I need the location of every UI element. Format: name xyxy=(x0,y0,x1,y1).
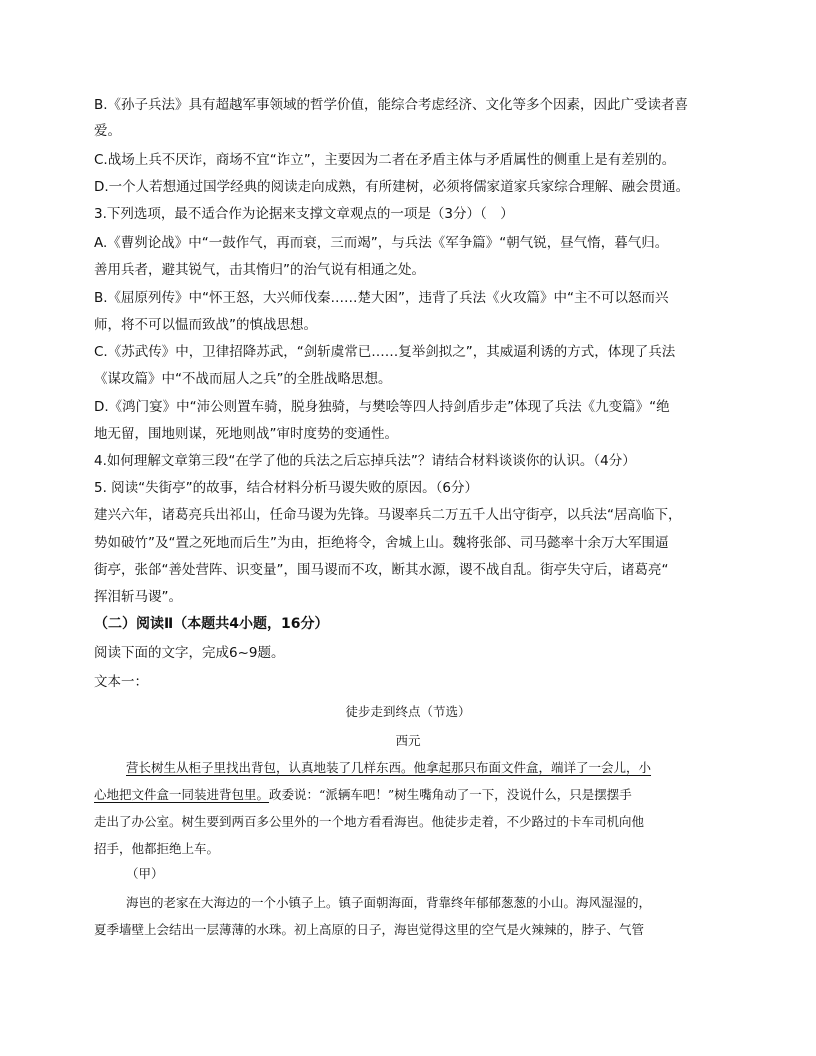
section-instruction: 阅读下面的文字，完成6~9题。 xyxy=(94,645,285,661)
story-line3: 街亭，张郃“善处营阵、识变量”，围马谡而不攻，断其水源，谡不战自乱。街亭失守后，诸葛亮“ xyxy=(94,562,669,578)
story-line1: 建兴六年，诸葛亮兵出祁山，任命马谡为先锋。马谡率兵二万五千人出守街亭，以兵法“居高临下， xyxy=(94,507,682,523)
article-title: 徒步走到终点（节选） xyxy=(345,704,471,719)
section-heading: （二）阅读Ⅱ（本题共4小题，16分） xyxy=(94,616,329,632)
q2-option-c: C.战场上兵不厌诈，商场不宜“诈立”，主要因为二者在矛盾主体与矛盾属性的侧重上是有差别的。 xyxy=(94,152,676,168)
article-p1-line3: 走出了办公室。树生要到两百多公里外的一个地方看看海岜。他徒步走着，不少路过的卡车司机向他 xyxy=(94,814,645,829)
article-p2-line2: 夏季墙壁上会结出一层薄薄的水珠。初上高原的日子，海岜觉得这里的空气是火辣辣的，脖子、气管 xyxy=(94,922,645,937)
article-p1-line2-rest: 政委说：“派辆车吧！”树生嘴角动了一下，没说什么，只是摆摆手 xyxy=(269,787,632,802)
article-p1-line1: 营长树生从柜子里找出背包，认真地装了几样东西。他拿起那只布面文件盒，端详了一会儿，小 xyxy=(126,760,652,775)
q5: 5. 阅读“失街亭”的故事，结合材料分析马谡失败的原因。（6分） xyxy=(94,480,478,496)
story-line2: 势如破竹”及“置之死地而后生”为由，拒绝将令，舍城上山。魏将张郃、司马懿率十余万大军围逼 xyxy=(94,535,669,551)
q3-option-a-line1: A.《曹刿论战》中“一鼓作气，再而衰，三而竭”，与兵法《军争篇》“朝气锐，昼气惰，暮气归。 xyxy=(94,235,669,251)
q3-stem: 3.下列选项，最不适合作为论据来支撑文章观点的一项是（3分）（ ） xyxy=(94,206,514,222)
q3-option-c-line1: C.《苏武传》中，卫律招降苏武，“剑斩虞常已……复举剑拟之”，其威逼利诱的方式，体现了兵法 xyxy=(94,344,676,360)
q3-option-c-line2: 《谋攻篇》中“不战而屈人之兵”的全胜战略思想。 xyxy=(94,371,392,387)
article-p1-line2 xyxy=(94,785,632,805)
text-label: 文本一： xyxy=(94,674,148,690)
q3-option-d-line1: D.《鸿门宴》中“沛公则置车骑，脱身独骑，与樊哙等四人持剑盾步走”体现了兵法《九变篇》“绝 xyxy=(94,399,670,415)
q3-option-a-line2: 善用兵者，避其锐气，击其惰归”的治气说有相通之处。 xyxy=(94,262,425,278)
article-author: 西元 xyxy=(395,733,421,748)
article-p1-line4: 招手，他都拒绝上车。 xyxy=(94,841,220,856)
article-p2-line1: 海岜的老家在大海边的一个小镇子上。镇子面朝海面，背靠终年郁郁葱葱的小山。海风湿湿的， xyxy=(126,895,652,910)
q4: 4.如何理解文章第三段“在学了他的兵法之后忘掉兵法”？请结合材料谈谈你的认识。（4分） xyxy=(94,453,636,469)
q2-option-d: D.一个人若想通过国学经典的阅读走向成熟，有所建树，必须将儒家道家兵家综合理解、融会贯通。 xyxy=(94,179,690,195)
section-marker: （甲） xyxy=(126,866,164,881)
q2-option-b-line2: 爱。 xyxy=(94,123,121,139)
q2-option-b-line1: B.《孙子兵法》具有超越军事领域的哲学价值，能综合考虑经济、文化等多个因素，因此广受读者喜 xyxy=(94,97,689,113)
q3-option-b-line2: 师，将不可以愠而致战”的慎战思想。 xyxy=(94,317,317,333)
q3-option-b-line1: B.《屈原列传》中“怀王怒，大兴师伐秦……楚大困”，违背了兵法《火攻篇》中“主不可以怒而兴 xyxy=(94,290,669,306)
article-p1-line2-underlined: 心地把文件盒一同装进背包里。 xyxy=(94,787,270,802)
q3-option-d-line2: 地无留，围地则谋，死地则战”审时度势的变通性。 xyxy=(94,426,398,442)
story-line4: 挥泪斩马谡”。 xyxy=(94,589,182,605)
